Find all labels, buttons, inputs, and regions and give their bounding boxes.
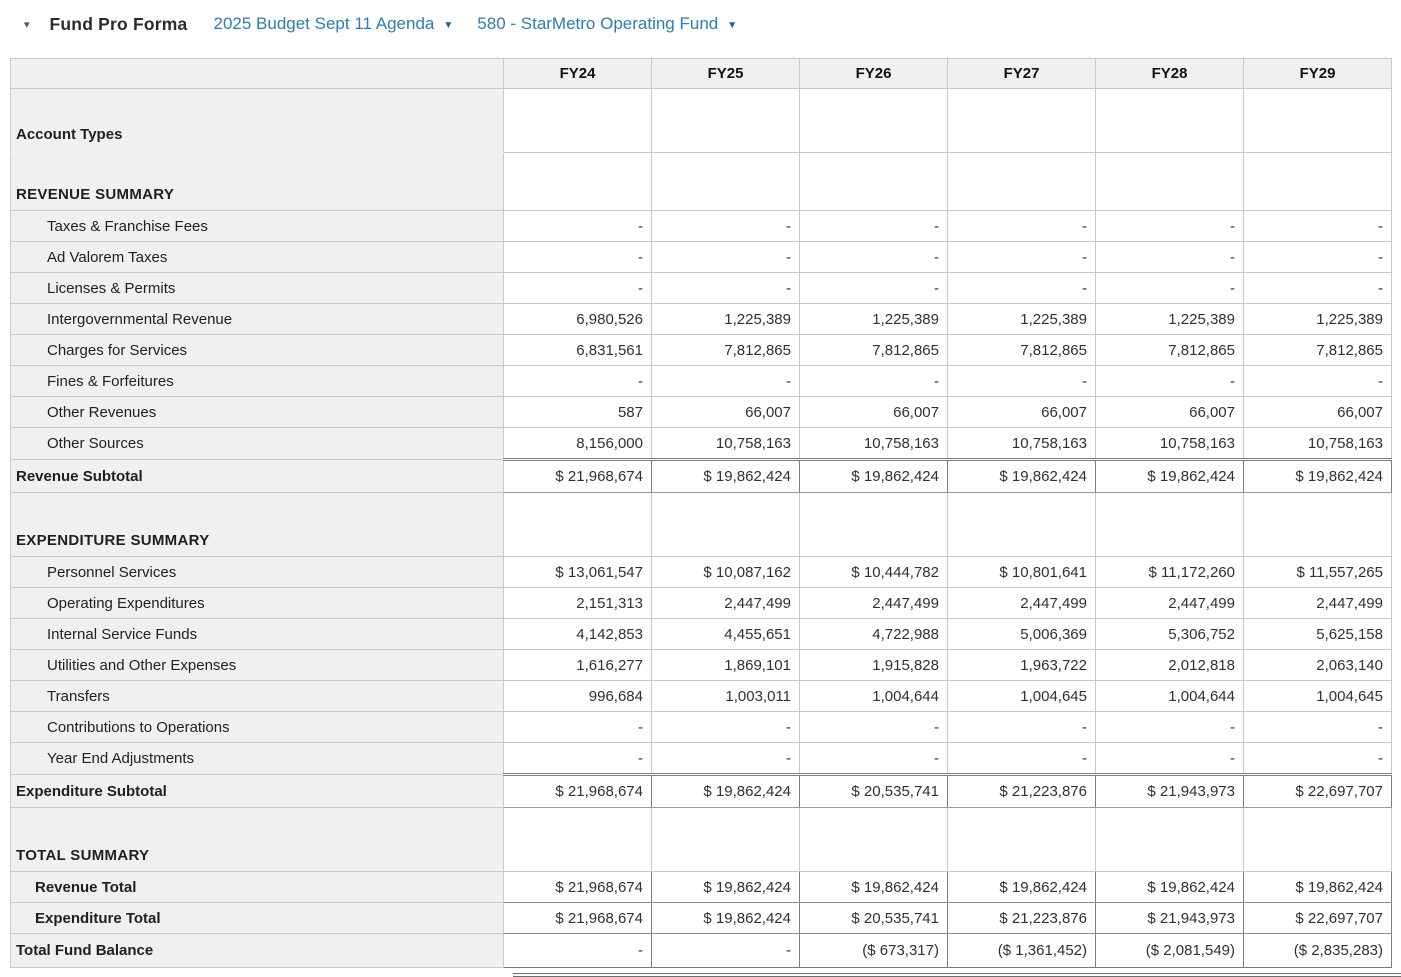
cell-expenditure-subtotal-fy26: $ 20,535,741 bbox=[800, 775, 948, 808]
row-label: Transfers bbox=[11, 681, 504, 712]
cell-ad-valorem-taxes-fy27: - bbox=[948, 242, 1096, 273]
cell-revenue-summary-fy28 bbox=[1096, 153, 1244, 211]
row-other-revenues bbox=[11, 397, 1392, 428]
cell-charges-for-services-fy25: 7,812,865 bbox=[652, 335, 800, 366]
cell-year-end-adjustments-fy29: - bbox=[1244, 743, 1392, 775]
budget-dropdown[interactable] bbox=[213, 14, 453, 34]
cell-personnel-services-fy26: $ 10,444,782 bbox=[800, 557, 948, 588]
row-expenditure-summary bbox=[11, 493, 1392, 557]
cell-account-types-fy27 bbox=[948, 89, 1096, 153]
cell-revenue-subtotal-fy24: $ 21,968,674 bbox=[504, 460, 652, 493]
cell-fines-forfeitures-fy24: - bbox=[504, 366, 652, 397]
row-personnel-services bbox=[11, 557, 1392, 588]
cell-utilities-and-other-expenses-fy28: 2,012,818 bbox=[1096, 650, 1244, 681]
cell-other-sources-fy29: 10,758,163 bbox=[1244, 428, 1392, 460]
page-title: Fund Pro Forma bbox=[49, 13, 188, 34]
row-label: Contributions to Operations bbox=[11, 712, 504, 743]
cell-revenue-subtotal-fy27: $ 19,862,424 bbox=[948, 460, 1096, 493]
row-label: Other Sources bbox=[11, 428, 504, 460]
row-label: EXPENDITURE SUMMARY bbox=[11, 493, 504, 557]
cell-expenditure-subtotal-fy29: $ 22,697,707 bbox=[1244, 775, 1392, 808]
cell-expenditure-summary-fy27 bbox=[948, 493, 1096, 557]
cell-personnel-services-fy27: $ 10,801,641 bbox=[948, 557, 1096, 588]
cell-expenditure-total-fy28: $ 21,943,973 bbox=[1096, 903, 1244, 934]
cell-fines-forfeitures-fy28: - bbox=[1096, 366, 1244, 397]
cell-expenditure-summary-fy25 bbox=[652, 493, 800, 557]
toolbar bbox=[24, 8, 747, 40]
cell-other-sources-fy24: 8,156,000 bbox=[504, 428, 652, 460]
cell-total-fund-balance-fy25: - bbox=[652, 934, 800, 968]
pro-forma-table-wrapper bbox=[10, 58, 1392, 968]
row-label: Ad Valorem Taxes bbox=[11, 242, 504, 273]
cell-personnel-services-fy25: $ 10,087,162 bbox=[652, 557, 800, 588]
cell-ad-valorem-taxes-fy28: - bbox=[1096, 242, 1244, 273]
cell-account-types-fy26 bbox=[800, 89, 948, 153]
row-revenue-total bbox=[11, 872, 1392, 903]
column-header-fy27: FY27 bbox=[948, 59, 1096, 89]
cell-account-types-fy29 bbox=[1244, 89, 1392, 153]
cell-total-summary-fy29 bbox=[1244, 808, 1392, 872]
table-corner-cell bbox=[11, 59, 504, 89]
cell-contributions-to-operations-fy29: - bbox=[1244, 712, 1392, 743]
cell-operating-expenditures-fy26: 2,447,499 bbox=[800, 588, 948, 619]
cell-intergovernmental-revenue-fy27: 1,225,389 bbox=[948, 304, 1096, 335]
cell-other-sources-fy26: 10,758,163 bbox=[800, 428, 948, 460]
cell-total-fund-balance-fy27: ($ 1,361,452) bbox=[948, 934, 1096, 968]
cell-charges-for-services-fy26: 7,812,865 bbox=[800, 335, 948, 366]
cell-charges-for-services-fy28: 7,812,865 bbox=[1096, 335, 1244, 366]
cell-personnel-services-fy29: $ 11,557,265 bbox=[1244, 557, 1392, 588]
cell-expenditure-subtotal-fy25: $ 19,862,424 bbox=[652, 775, 800, 808]
cell-total-fund-balance-fy26: ($ 673,317) bbox=[800, 934, 948, 968]
cell-operating-expenditures-fy24: 2,151,313 bbox=[504, 588, 652, 619]
cell-taxes-franchise-fees-fy24: - bbox=[504, 211, 652, 242]
cell-year-end-adjustments-fy26: - bbox=[800, 743, 948, 775]
cell-internal-service-funds-fy28: 5,306,752 bbox=[1096, 619, 1244, 650]
cell-transfers-fy28: 1,004,644 bbox=[1096, 681, 1244, 712]
cell-utilities-and-other-expenses-fy26: 1,915,828 bbox=[800, 650, 948, 681]
row-intergovernmental-revenue bbox=[11, 304, 1392, 335]
cell-intergovernmental-revenue-fy28: 1,225,389 bbox=[1096, 304, 1244, 335]
cell-year-end-adjustments-fy28: - bbox=[1096, 743, 1244, 775]
cell-revenue-summary-fy29 bbox=[1244, 153, 1392, 211]
cell-revenue-subtotal-fy26: $ 19,862,424 bbox=[800, 460, 948, 493]
cell-transfers-fy25: 1,003,011 bbox=[652, 681, 800, 712]
cell-revenue-summary-fy27 bbox=[948, 153, 1096, 211]
cell-other-revenues-fy25: 66,007 bbox=[652, 397, 800, 428]
chevron-down-icon: ▼ bbox=[443, 19, 454, 31]
cell-other-revenues-fy28: 66,007 bbox=[1096, 397, 1244, 428]
cell-total-fund-balance-fy24: - bbox=[504, 934, 652, 968]
cell-expenditure-subtotal-fy28: $ 21,943,973 bbox=[1096, 775, 1244, 808]
cell-internal-service-funds-fy24: 4,142,853 bbox=[504, 619, 652, 650]
cell-year-end-adjustments-fy27: - bbox=[948, 743, 1096, 775]
column-header-fy28: FY28 bbox=[1096, 59, 1244, 89]
row-label: Utilities and Other Expenses bbox=[11, 650, 504, 681]
cell-ad-valorem-taxes-fy24: - bbox=[504, 242, 652, 273]
cell-operating-expenditures-fy27: 2,447,499 bbox=[948, 588, 1096, 619]
cell-fines-forfeitures-fy27: - bbox=[948, 366, 1096, 397]
row-label: Expenditure Subtotal bbox=[11, 775, 504, 808]
cell-contributions-to-operations-fy26: - bbox=[800, 712, 948, 743]
cell-contributions-to-operations-fy28: - bbox=[1096, 712, 1244, 743]
cell-taxes-franchise-fees-fy25: - bbox=[652, 211, 800, 242]
row-fines-forfeitures bbox=[11, 366, 1392, 397]
cell-expenditure-total-fy29: $ 22,697,707 bbox=[1244, 903, 1392, 934]
cell-licenses-permits-fy29: - bbox=[1244, 273, 1392, 304]
cell-revenue-summary-fy25 bbox=[652, 153, 800, 211]
row-utilities-and-other-expenses bbox=[11, 650, 1392, 681]
row-label: Revenue Total bbox=[11, 872, 504, 903]
cell-revenue-subtotal-fy28: $ 19,862,424 bbox=[1096, 460, 1244, 493]
table-header-row bbox=[11, 59, 1392, 89]
row-label: REVENUE SUMMARY bbox=[11, 153, 504, 211]
row-contributions-to-operations bbox=[11, 712, 1392, 743]
row-label: Licenses & Permits bbox=[11, 273, 504, 304]
row-label: Year End Adjustments bbox=[11, 743, 504, 775]
cell-other-revenues-fy26: 66,007 bbox=[800, 397, 948, 428]
row-label: Account Types bbox=[11, 89, 504, 153]
cell-total-summary-fy27 bbox=[948, 808, 1096, 872]
chevron-down-icon: ▼ bbox=[727, 19, 738, 31]
cell-internal-service-funds-fy27: 5,006,369 bbox=[948, 619, 1096, 650]
cell-year-end-adjustments-fy24: - bbox=[504, 743, 652, 775]
cell-total-summary-fy26 bbox=[800, 808, 948, 872]
cell-expenditure-total-fy27: $ 21,223,876 bbox=[948, 903, 1096, 934]
cell-operating-expenditures-fy29: 2,447,499 bbox=[1244, 588, 1392, 619]
cell-transfers-fy24: 996,684 bbox=[504, 681, 652, 712]
row-ad-valorem-taxes bbox=[11, 242, 1392, 273]
cell-operating-expenditures-fy28: 2,447,499 bbox=[1096, 588, 1244, 619]
cell-account-types-fy28 bbox=[1096, 89, 1244, 153]
row-total-summary bbox=[11, 808, 1392, 872]
cell-transfers-fy27: 1,004,645 bbox=[948, 681, 1096, 712]
cell-expenditure-summary-fy24 bbox=[504, 493, 652, 557]
cell-ad-valorem-taxes-fy29: - bbox=[1244, 242, 1392, 273]
collapse-caret-icon[interactable]: ▾ bbox=[24, 18, 30, 31]
cell-transfers-fy26: 1,004,644 bbox=[800, 681, 948, 712]
row-label: TOTAL SUMMARY bbox=[11, 808, 504, 872]
cell-internal-service-funds-fy29: 5,625,158 bbox=[1244, 619, 1392, 650]
cell-contributions-to-operations-fy27: - bbox=[948, 712, 1096, 743]
row-operating-expenditures bbox=[11, 588, 1392, 619]
cell-expenditure-total-fy24: $ 21,968,674 bbox=[504, 903, 652, 934]
row-other-sources bbox=[11, 428, 1392, 460]
row-expenditure-total bbox=[11, 903, 1392, 934]
cell-transfers-fy29: 1,004,645 bbox=[1244, 681, 1392, 712]
cell-other-sources-fy27: 10,758,163 bbox=[948, 428, 1096, 460]
cell-internal-service-funds-fy25: 4,455,651 bbox=[652, 619, 800, 650]
cell-utilities-and-other-expenses-fy29: 2,063,140 bbox=[1244, 650, 1392, 681]
cell-expenditure-subtotal-fy24: $ 21,968,674 bbox=[504, 775, 652, 808]
pro-forma-table bbox=[10, 58, 1392, 968]
cell-taxes-franchise-fees-fy29: - bbox=[1244, 211, 1392, 242]
cell-contributions-to-operations-fy24: - bbox=[504, 712, 652, 743]
cell-total-summary-fy28 bbox=[1096, 808, 1244, 872]
row-label: Expenditure Total bbox=[11, 903, 504, 934]
cell-fines-forfeitures-fy25: - bbox=[652, 366, 800, 397]
cell-expenditure-summary-fy26 bbox=[800, 493, 948, 557]
row-licenses-permits bbox=[11, 273, 1392, 304]
cell-fines-forfeitures-fy29: - bbox=[1244, 366, 1392, 397]
cell-account-types-fy24 bbox=[504, 89, 652, 153]
row-account-types bbox=[11, 89, 1392, 153]
fund-dropdown-label: 580 - StarMetro Operating Fund bbox=[477, 14, 719, 33]
cell-charges-for-services-fy29: 7,812,865 bbox=[1244, 335, 1392, 366]
cell-other-revenues-fy27: 66,007 bbox=[948, 397, 1096, 428]
cell-expenditure-summary-fy28 bbox=[1096, 493, 1244, 557]
cell-intergovernmental-revenue-fy26: 1,225,389 bbox=[800, 304, 948, 335]
grand-total-underline bbox=[513, 973, 1401, 977]
cell-total-fund-balance-fy29: ($ 2,835,283) bbox=[1244, 934, 1392, 968]
cell-ad-valorem-taxes-fy26: - bbox=[800, 242, 948, 273]
cell-licenses-permits-fy25: - bbox=[652, 273, 800, 304]
cell-revenue-total-fy29: $ 19,862,424 bbox=[1244, 872, 1392, 903]
cell-taxes-franchise-fees-fy28: - bbox=[1096, 211, 1244, 242]
cell-other-revenues-fy24: 587 bbox=[504, 397, 652, 428]
fund-dropdown[interactable] bbox=[477, 14, 737, 34]
cell-licenses-permits-fy28: - bbox=[1096, 273, 1244, 304]
cell-utilities-and-other-expenses-fy25: 1,869,101 bbox=[652, 650, 800, 681]
row-label: Fines & Forfeitures bbox=[11, 366, 504, 397]
cell-revenue-subtotal-fy29: $ 19,862,424 bbox=[1244, 460, 1392, 493]
cell-expenditure-summary-fy29 bbox=[1244, 493, 1392, 557]
column-header-fy26: FY26 bbox=[800, 59, 948, 89]
cell-licenses-permits-fy27: - bbox=[948, 273, 1096, 304]
column-header-fy25: FY25 bbox=[652, 59, 800, 89]
cell-year-end-adjustments-fy25: - bbox=[652, 743, 800, 775]
cell-contributions-to-operations-fy25: - bbox=[652, 712, 800, 743]
cell-licenses-permits-fy26: - bbox=[800, 273, 948, 304]
row-label: Intergovernmental Revenue bbox=[11, 304, 504, 335]
cell-expenditure-total-fy25: $ 19,862,424 bbox=[652, 903, 800, 934]
cell-taxes-franchise-fees-fy27: - bbox=[948, 211, 1096, 242]
row-revenue-subtotal bbox=[11, 460, 1392, 493]
cell-other-sources-fy25: 10,758,163 bbox=[652, 428, 800, 460]
row-transfers bbox=[11, 681, 1392, 712]
cell-operating-expenditures-fy25: 2,447,499 bbox=[652, 588, 800, 619]
cell-taxes-franchise-fees-fy26: - bbox=[800, 211, 948, 242]
cell-total-summary-fy25 bbox=[652, 808, 800, 872]
cell-intergovernmental-revenue-fy25: 1,225,389 bbox=[652, 304, 800, 335]
cell-licenses-permits-fy24: - bbox=[504, 273, 652, 304]
row-internal-service-funds bbox=[11, 619, 1392, 650]
cell-utilities-and-other-expenses-fy27: 1,963,722 bbox=[948, 650, 1096, 681]
cell-personnel-services-fy28: $ 11,172,260 bbox=[1096, 557, 1244, 588]
cell-account-types-fy25 bbox=[652, 89, 800, 153]
row-charges-for-services bbox=[11, 335, 1392, 366]
cell-revenue-total-fy27: $ 19,862,424 bbox=[948, 872, 1096, 903]
cell-charges-for-services-fy27: 7,812,865 bbox=[948, 335, 1096, 366]
cell-utilities-and-other-expenses-fy24: 1,616,277 bbox=[504, 650, 652, 681]
row-label: Operating Expenditures bbox=[11, 588, 504, 619]
cell-revenue-total-fy28: $ 19,862,424 bbox=[1096, 872, 1244, 903]
cell-charges-for-services-fy24: 6,831,561 bbox=[504, 335, 652, 366]
row-year-end-adjustments bbox=[11, 743, 1392, 775]
cell-revenue-total-fy26: $ 19,862,424 bbox=[800, 872, 948, 903]
row-label: Personnel Services bbox=[11, 557, 504, 588]
row-label: Total Fund Balance bbox=[11, 934, 504, 968]
budget-dropdown-label: 2025 Budget Sept 11 Agenda bbox=[213, 14, 435, 33]
cell-revenue-summary-fy26 bbox=[800, 153, 948, 211]
row-revenue-summary bbox=[11, 153, 1392, 211]
row-expenditure-subtotal bbox=[11, 775, 1392, 808]
cell-other-revenues-fy29: 66,007 bbox=[1244, 397, 1392, 428]
column-header-fy24: FY24 bbox=[504, 59, 652, 89]
row-label: Charges for Services bbox=[11, 335, 504, 366]
row-total-fund-balance bbox=[11, 934, 1392, 968]
row-label: Other Revenues bbox=[11, 397, 504, 428]
cell-expenditure-total-fy26: $ 20,535,741 bbox=[800, 903, 948, 934]
cell-revenue-summary-fy24 bbox=[504, 153, 652, 211]
cell-ad-valorem-taxes-fy25: - bbox=[652, 242, 800, 273]
column-header-fy29: FY29 bbox=[1244, 59, 1392, 89]
row-label: Taxes & Franchise Fees bbox=[11, 211, 504, 242]
row-label: Internal Service Funds bbox=[11, 619, 504, 650]
row-taxes-franchise-fees bbox=[11, 211, 1392, 242]
cell-intergovernmental-revenue-fy29: 1,225,389 bbox=[1244, 304, 1392, 335]
cell-total-summary-fy24 bbox=[504, 808, 652, 872]
cell-total-fund-balance-fy28: ($ 2,081,549) bbox=[1096, 934, 1244, 968]
row-label: Revenue Subtotal bbox=[11, 460, 504, 493]
cell-other-sources-fy28: 10,758,163 bbox=[1096, 428, 1244, 460]
cell-personnel-services-fy24: $ 13,061,547 bbox=[504, 557, 652, 588]
cell-intergovernmental-revenue-fy24: 6,980,526 bbox=[504, 304, 652, 335]
cell-fines-forfeitures-fy26: - bbox=[800, 366, 948, 397]
cell-expenditure-subtotal-fy27: $ 21,223,876 bbox=[948, 775, 1096, 808]
cell-internal-service-funds-fy26: 4,722,988 bbox=[800, 619, 948, 650]
cell-revenue-total-fy24: $ 21,968,674 bbox=[504, 872, 652, 903]
cell-revenue-subtotal-fy25: $ 19,862,424 bbox=[652, 460, 800, 493]
cell-revenue-total-fy25: $ 19,862,424 bbox=[652, 872, 800, 903]
